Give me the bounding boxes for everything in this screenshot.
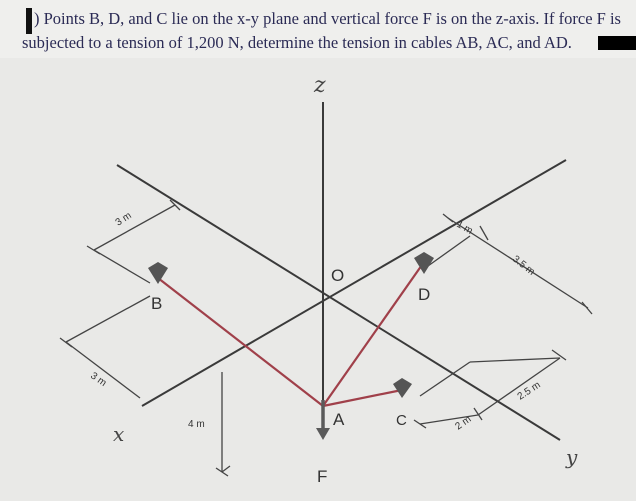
y-axis — [142, 160, 566, 406]
label-x-axis: x — [113, 422, 125, 446]
cable-ab — [158, 278, 323, 406]
label-c: C — [396, 412, 407, 429]
support-b — [148, 262, 168, 284]
support-c — [393, 378, 412, 398]
force-f-arrowhead — [316, 428, 330, 440]
label-f: F — [317, 467, 328, 486]
dim-1m: 1 m — [454, 219, 475, 237]
dim-25m: 2.5 m — [515, 379, 543, 403]
dim-2m: 2 m — [453, 413, 474, 433]
cables — [158, 262, 424, 406]
label-y-axis: y — [566, 445, 578, 469]
label-o: O — [331, 266, 345, 285]
cable-ac — [323, 390, 402, 406]
dim-4m: 4 m — [188, 419, 205, 430]
label-d: D — [418, 285, 431, 304]
label-z-axis: z — [314, 73, 326, 98]
problem-text-line-2: subjected to a tension of 1,200 N, determine the tension in cables AB, AC, and AD. — [22, 33, 572, 52]
dim-3m-top: 3 m — [113, 210, 134, 229]
label-b: B — [151, 294, 163, 313]
dim-3m-left: 3 m — [88, 370, 109, 390]
x-axis — [117, 165, 560, 440]
label-a: A — [333, 410, 345, 429]
dim-35m: 3.5 m — [510, 253, 537, 278]
problem-text-line-1: ) Points B, D, and C lie on the x-y plane and vertical force F is on the z-axis. If force F is — [34, 9, 621, 28]
